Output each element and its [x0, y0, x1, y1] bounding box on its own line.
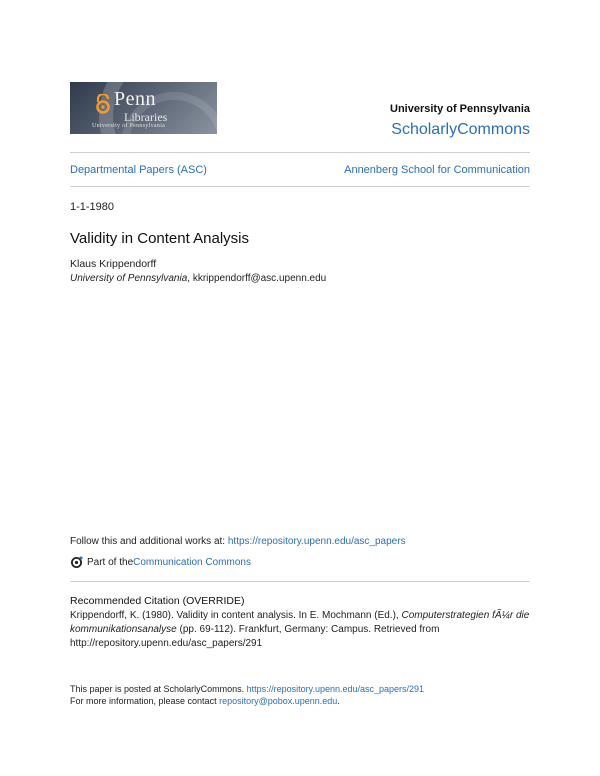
citation-body: [70, 609, 535, 651]
citation-text-2: (pp. 69-112). Frankfurt, Germany: Campus. Retrieved from: [176, 624, 440, 635]
divider-citation: [70, 581, 530, 582]
contact-end: .: [337, 696, 340, 706]
citation-book-title-2: kommunikationsanalyse: [70, 624, 177, 635]
paper-title: Validity in Content Analysis: [70, 230, 249, 247]
logo-libraries-text: Libraries: [124, 110, 168, 124]
follow-line: [70, 536, 406, 547]
part-of-line: [70, 556, 251, 569]
author-affiliation: [70, 273, 326, 284]
citation-heading: Recommended Citation (OVERRIDE): [70, 595, 245, 607]
divider-top: [70, 152, 530, 153]
contact-email-link[interactable]: repository@pobox.upenn.edu: [219, 696, 338, 706]
author-email: kkrippendorff@asc.upenn.edu: [192, 273, 327, 284]
affiliation-separator: ,: [187, 273, 193, 284]
follow-text: Follow this and additional works at:: [70, 536, 228, 547]
citation-book-title-1: Computerstrategien fÃ¼r die: [401, 610, 530, 621]
institution-name: University of Pennsylvania: [390, 103, 530, 115]
penn-libraries-logo[interactable]: [70, 82, 217, 134]
publication-date: 1-1-1980: [70, 201, 115, 213]
scholarlycommons-link[interactable]: ScholarlyCommons: [391, 121, 530, 138]
open-access-icon: [94, 94, 112, 114]
communication-commons-link[interactable]: Communication Commons: [133, 557, 251, 568]
contact-text: For more information, please contact: [70, 696, 220, 706]
school-link[interactable]: Annenberg School for Communication: [344, 164, 530, 176]
logo-penn-text: Penn: [114, 88, 156, 110]
posted-line: [70, 684, 424, 694]
affiliation-name: University of Pennsylvania: [70, 273, 188, 284]
part-of-text: Part of the: [87, 557, 134, 568]
posted-text: This paper is posted at ScholarlyCommons.: [70, 684, 247, 694]
series-link[interactable]: Departmental Papers (ASC): [70, 164, 207, 176]
divider-nav: [70, 186, 530, 187]
citation-text-1: Krippendorff, K. (1980). Validity in content analysis. In E. Mochmann (Ed.),: [70, 610, 402, 621]
paper-url-link[interactable]: https://repository.upenn.edu/asc_papers/291: [246, 684, 425, 694]
citation-url: http://repository.upenn.edu/asc_papers/291: [70, 638, 263, 649]
collection-url-link[interactable]: https://repository.upenn.edu/asc_papers: [227, 536, 406, 547]
author-name: Klaus Krippendorff: [70, 258, 157, 270]
contact-line: [70, 696, 340, 706]
logo-university-text: University of Pennsylvania: [92, 123, 166, 129]
commons-network-icon: [70, 556, 83, 569]
